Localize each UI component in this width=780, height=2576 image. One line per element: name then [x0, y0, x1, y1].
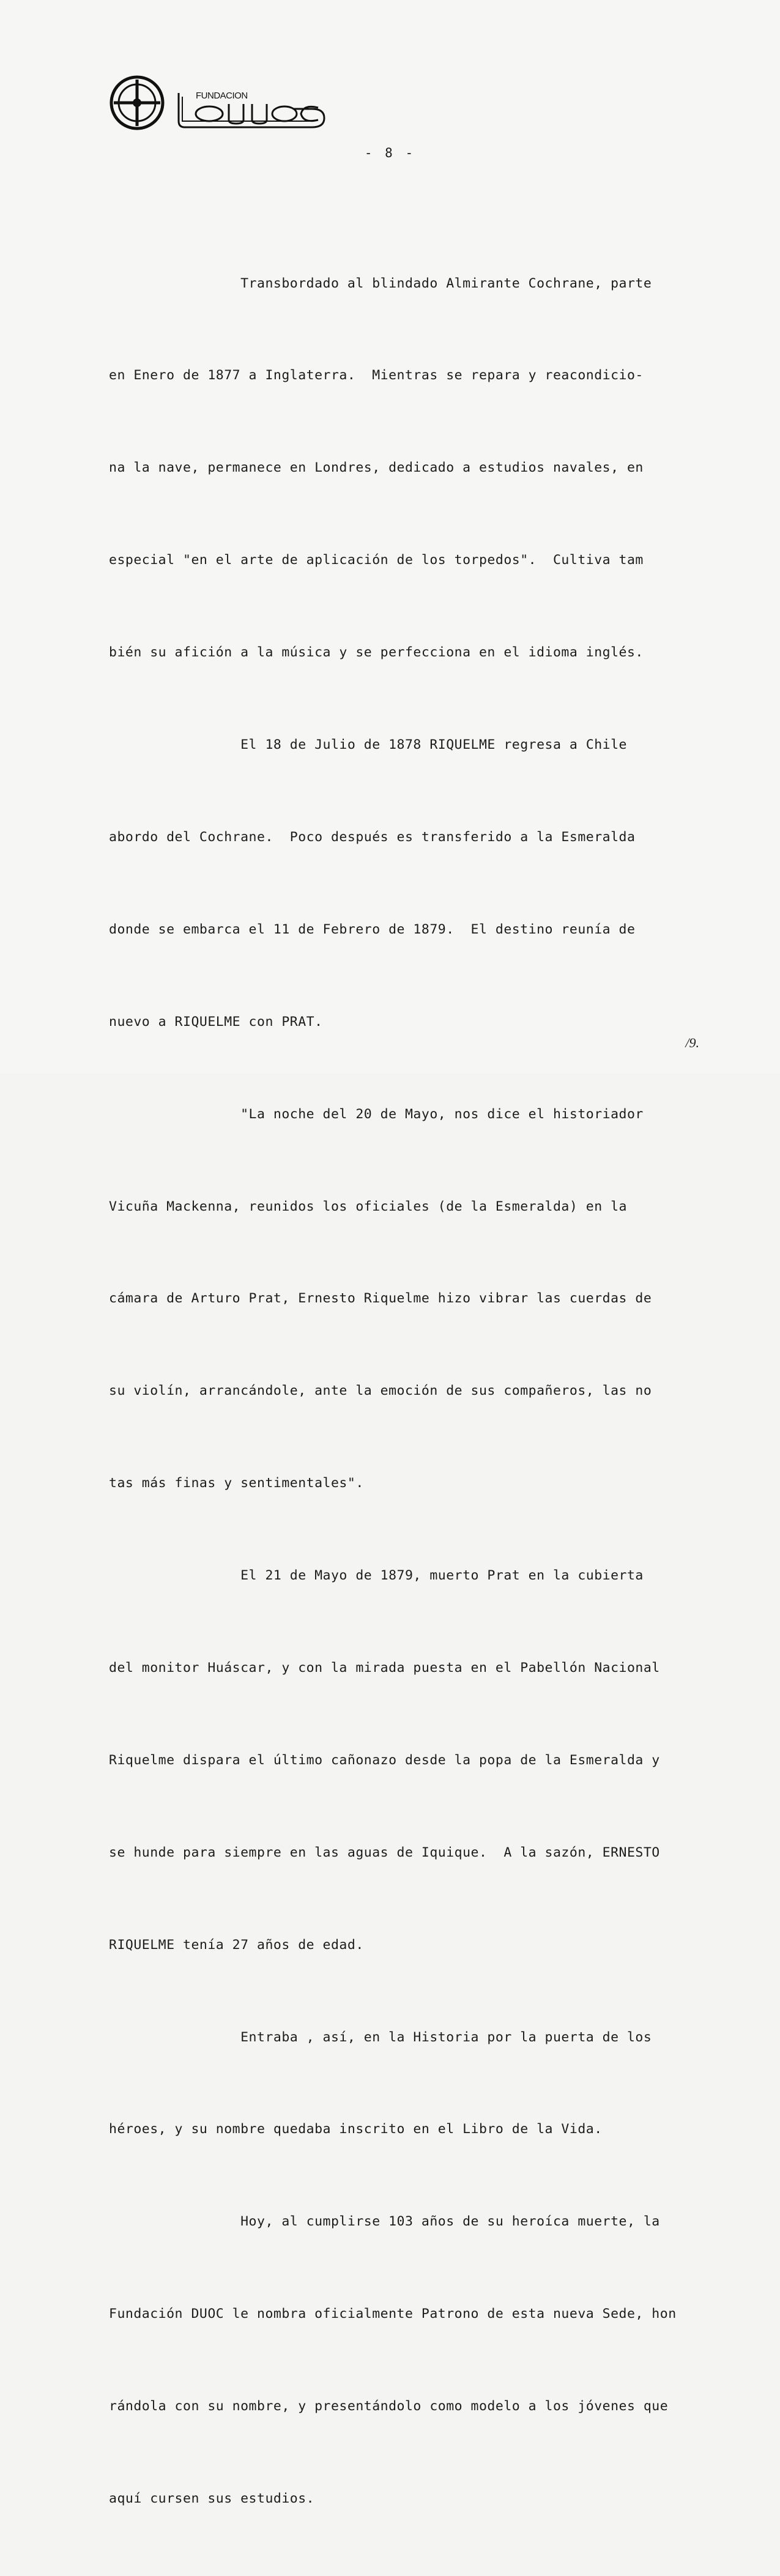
- text-line: se hunde para siempre en las aguas de Iquique. A la sazón, ERNESTO: [109, 1844, 660, 1860]
- text-line: del monitor Huáscar, y con la mirada puesta en el Pabellón Nacional: [109, 1660, 660, 1676]
- text-line: bién su afición a la música y se perfecciona en el idioma inglés.: [109, 645, 644, 661]
- text-line: especial "en el arte de aplicación de los torpedos". Cultiva tam: [109, 552, 644, 568]
- text-line: El 18 de Julio de 1878 RIQUELME regresa a Chile: [109, 737, 627, 753]
- page-number: - 8 -: [364, 146, 416, 160]
- text-line: en Enero de 1877 a Inglaterra. Mientras se repara y reacondicio-: [109, 368, 644, 384]
- fundacion-duoc-logo: [110, 72, 324, 133]
- text-line: su violín, arrancándole, ante la emoción de sus compañeros, las no: [109, 1383, 652, 1399]
- document-body: [109, 207, 733, 2576]
- text-line: tas más finas y sentimentales".: [109, 1475, 364, 1491]
- text-line: "La noche del 20 de Mayo, nos dice el historiador: [109, 1106, 644, 1122]
- text-line: donde se embarca el 11 de Febrero de 1879. El destino reunía de: [109, 921, 636, 937]
- text-line: cámara de Arturo Prat, Ernesto Riquelme hizo vibrar las cuerdas de: [109, 1291, 652, 1307]
- text-line: Vicuña Mackenna, reunidos los oficiales (de la Esmeralda) en la: [109, 1198, 627, 1214]
- text-line: aquí cursen sus estudios.: [109, 2490, 315, 2506]
- text-line: Fundación DUOC le nombra oficialmente Patrono de esta nueva Sede, hon: [109, 2306, 677, 2322]
- logo-fundacion-text: FUNDACION: [196, 91, 248, 101]
- continuation-mark: /9.: [685, 1035, 699, 1050]
- text-line: Entraba , así, en la Historia por la puerta de los: [109, 2029, 652, 2045]
- logo-emblem-icon: [110, 72, 324, 133]
- text-line: Transbordado al blindado Almirante Cochrane, parte: [109, 275, 652, 291]
- text-line: El 21 de Mayo de 1879, muerto Prat en la cubierta: [109, 1568, 644, 1584]
- text-line: héroes, y su nombre quedaba inscrito en el Libro de la Vida.: [109, 2121, 603, 2137]
- text-line: abordo del Cochrane. Poco después es transferido a la Esmeralda: [109, 829, 636, 845]
- text-line: Riquelme dispara el último cañonazo desde la popa de la Esmeralda y: [109, 1752, 660, 1768]
- text-line: na la nave, permanece en Londres, dedicado a estudios navales, en: [109, 460, 644, 476]
- text-line: rándola con su nombre, y presentándolo como modelo a los jóvenes que: [109, 2399, 669, 2415]
- text-line: nuevo a RIQUELME con PRAT.: [109, 1014, 323, 1030]
- text-line: RIQUELME tenía 27 años de edad.: [109, 1937, 364, 1953]
- text-line: Hoy, al cumplirse 103 años de su heroíca muerte, la: [109, 2214, 660, 2230]
